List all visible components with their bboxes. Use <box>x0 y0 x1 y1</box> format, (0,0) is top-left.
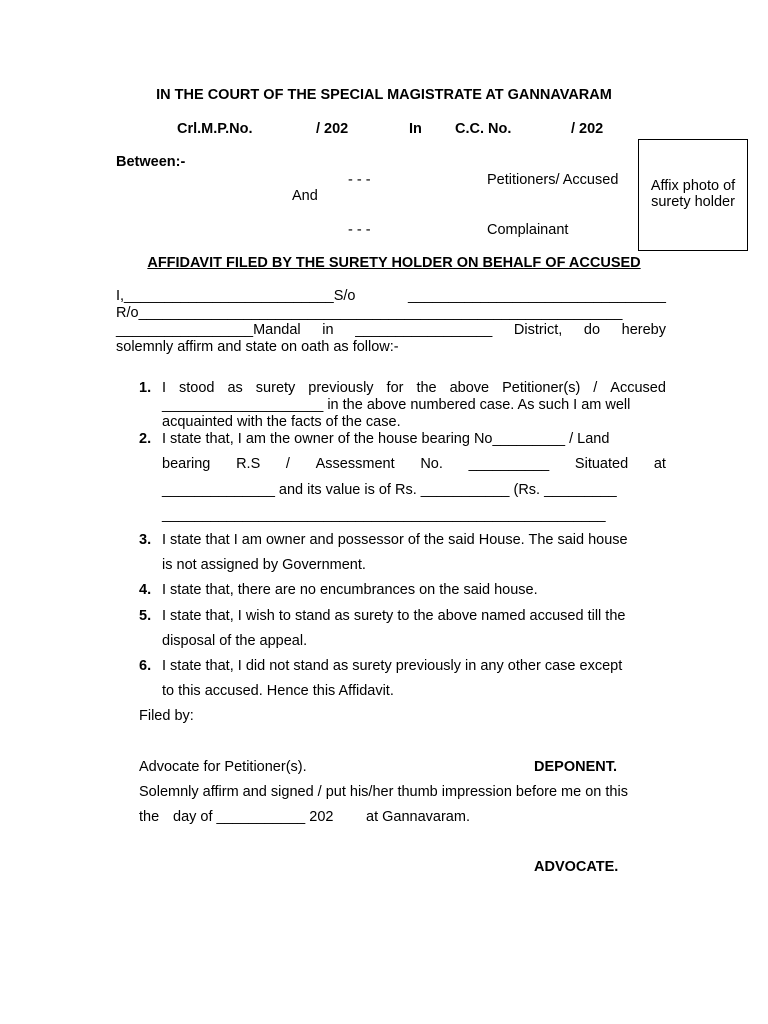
court-title: IN THE COURT OF THE SPECIAL MAGISTRATE AT GANNAVARAM <box>156 87 612 103</box>
intro-district: District, <box>513 322 563 338</box>
the-label: the <box>139 809 160 825</box>
item-4-line-1: I state that, there are no encumbrances on the said house. <box>162 582 538 598</box>
photo-box-text <box>639 178 747 210</box>
item-1-line-1-word: surety <box>255 380 296 396</box>
item-6-number: 6. <box>139 658 152 674</box>
item-1-line-1-word: above <box>449 380 490 396</box>
item-2-line-3: ______________ and its value is of Rs. ___________ (Rs. _________ <box>162 482 617 498</box>
item-6-line-1: I state that, I did not stand as surety previously in any other case except <box>162 658 623 674</box>
complainant-label: Complainant <box>487 222 569 238</box>
in-label: In <box>409 121 422 137</box>
item-3-number: 3. <box>139 532 152 548</box>
photo-box-line2: surety holder <box>651 194 735 210</box>
intro-line-2: R/o____________________________________________________________ <box>116 305 623 321</box>
intro-mandal: _________________Mandal <box>116 322 301 338</box>
advocate-signature-label: ADVOCATE. <box>534 859 619 875</box>
item-6-line-2: to this accused. Hence this Affidavit. <box>162 683 394 699</box>
intro-in: in <box>322 322 334 338</box>
filed-by-label: Filed by: <box>139 708 194 724</box>
item-5-number: 5. <box>139 608 152 624</box>
item-4-number: 4. <box>139 582 152 598</box>
item-2-line-2 <box>162 456 666 473</box>
item-1-line-2: ____________________ in the above numbered case. As such I am well <box>162 397 631 413</box>
affidavit-heading: AFFIDAVIT FILED BY THE SURETY HOLDER ON BEHALF OF ACCUSED <box>147 255 641 271</box>
petitioners-label: Petitioners/ Accused <box>487 172 619 188</box>
item-2-number: 2. <box>139 431 152 447</box>
item-1-line-1-word: for <box>386 380 404 396</box>
advocate-for-petitioners: Advocate for Petitioner(s). <box>139 759 307 775</box>
item-2-line-2-word: __________ <box>468 456 550 472</box>
item-2-line-2-word: Assessment <box>315 456 395 472</box>
intro-name-field: I,__________________________S/o <box>116 288 356 304</box>
at-place: at Gannavaram. <box>366 809 470 825</box>
intro-line-3 <box>116 322 666 339</box>
intro-line-4: solemnly affirm and state on oath as follow:- <box>116 339 399 355</box>
cc-year: / 202 <box>571 121 604 137</box>
item-1-line-1-word: as <box>227 380 243 396</box>
intro-hereby: hereby <box>621 322 666 338</box>
crl-mp-year: / 202 <box>316 121 349 137</box>
item-1-line-1-word: I <box>162 380 167 396</box>
crl-mp-label: Crl.M.P.No. <box>177 121 253 137</box>
item-3-line-2: is not assigned by Government. <box>162 557 366 573</box>
petitioner-dashes: - - - <box>348 172 371 188</box>
item-2-line-2-word: / <box>285 456 290 472</box>
intro-father-field: ________________________________ <box>407 288 666 304</box>
intro-district-blank: _________________ <box>355 322 493 338</box>
item-2-line-2-word: at <box>653 456 666 472</box>
item-1-number: 1. <box>139 380 152 396</box>
item-2-line-2-word: bearing <box>162 456 211 472</box>
between-label: Between:- <box>116 154 186 170</box>
photo-box-line1: Affix photo of <box>650 178 736 194</box>
intro-do: do <box>583 322 601 338</box>
cc-no-label: C.C. No. <box>455 121 512 137</box>
item-1-line-1-word: the <box>416 380 437 396</box>
item-3-line-1: I state that I am owner and possessor of the said House. The said house <box>162 532 628 548</box>
item-1-line-1-word: / <box>593 380 598 396</box>
item-1-line-1-word: stood <box>179 380 215 396</box>
item-1-line-1-word: Petitioner(s) <box>502 380 581 396</box>
deponent-label: DEPONENT. <box>534 759 617 775</box>
complainant-dashes: - - - <box>348 222 371 238</box>
item-5-line-2: disposal of the appeal. <box>162 633 308 649</box>
intro-line-1 <box>116 288 666 305</box>
item-5-line-1: I state that, I wish to stand as surety to the above named accused till the <box>162 608 626 624</box>
item-1-line-1 <box>162 380 666 397</box>
day-of-field: day of ___________ 202 <box>173 809 334 825</box>
item-2-line-2-word: R.S <box>236 456 261 472</box>
item-1-line-1-word: previously <box>308 380 374 396</box>
item-1-line-1-word: Accused <box>610 380 666 396</box>
item-2-line-2-word: Situated <box>574 456 629 472</box>
photo-box <box>638 139 748 251</box>
and-label: And <box>292 188 318 204</box>
item-2-line-4: _______________________________________________________ <box>162 507 606 523</box>
solemnly-affirm-line: Solemnly affirm and signed / put his/her thumb impression before me on this <box>139 784 628 800</box>
item-2-line-1: I state that, I am the owner of the house bearing No_________ / Land <box>162 431 610 447</box>
item-1-line-3: acquainted with the facts of the case. <box>162 414 401 430</box>
item-2-line-2-word: No. <box>420 456 443 472</box>
